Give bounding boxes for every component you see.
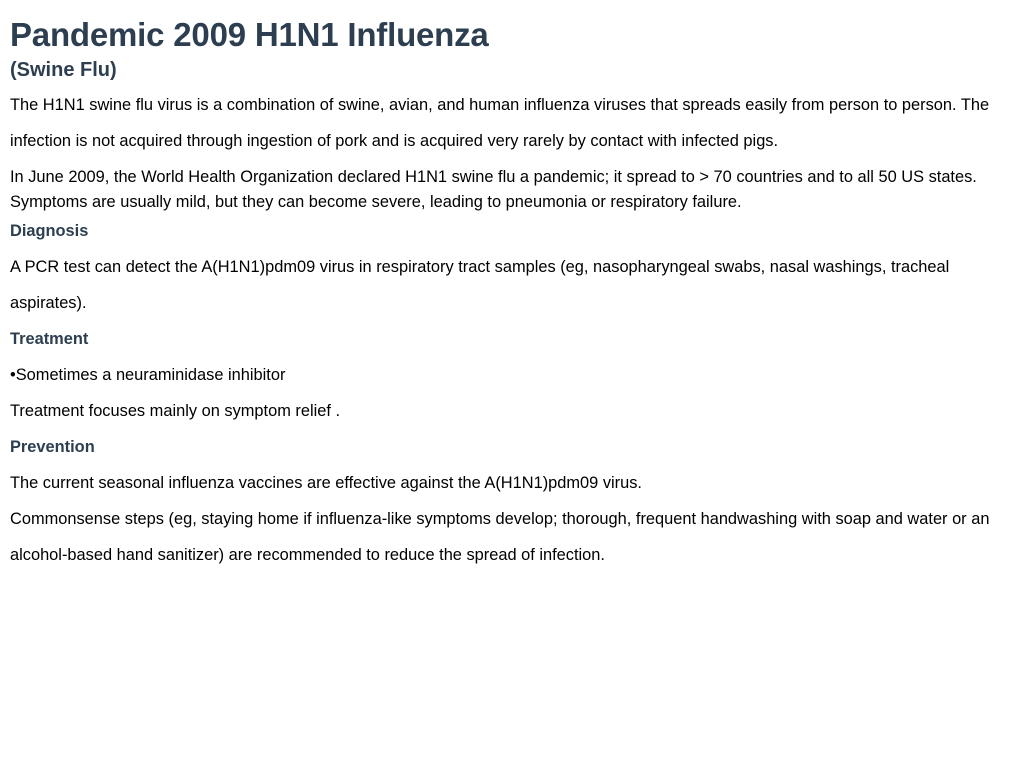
- page-title: Pandemic 2009 H1N1 Influenza: [10, 16, 489, 53]
- intro-paragraph-symptoms: Symptoms are usually mild, but they can become severe, leading to pneumonia or respiratory failure.: [10, 193, 742, 211]
- prevention-paragraph-vaccines: The current seasonal influenza vaccines are effective against the A(H1N1)pdm09 virus.: [10, 474, 642, 492]
- page-subtitle: (Swine Flu): [10, 59, 117, 81]
- diagnosis-heading: Diagnosis: [10, 222, 89, 240]
- intro-paragraph-virus: The H1N1 swine flu virus is a combination of swine, avian, and human influenza viruses that spreads easily from person to person. The infection is not acquired through ingestion of pork and is acquired very rarely by contact with infected pigs.: [10, 96, 990, 150]
- intro-paragraph-pandemic: In June 2009, the World Health Organization declared H1N1 swine flu a pandemic; it spread to > 70 countries and to all 50 US states.: [10, 168, 977, 186]
- diagnosis-paragraph: A PCR test can detect the A(H1N1)pdm09 virus in respiratory tract samples (eg, nasopharyngeal swabs, nasal washings, tracheal aspirates).: [10, 258, 950, 312]
- treatment-paragraph: Treatment focuses mainly on symptom relief .: [10, 402, 341, 420]
- prevention-paragraph-steps: Commonsense steps (eg, staying home if influenza-like symptoms develop; thorough, frequent handwashing with soap and water or an alcohol-based hand sanitizer) are recommended to reduce the spread of infection.: [10, 510, 990, 564]
- prevention-heading: Prevention: [10, 438, 95, 456]
- treatment-bullet: •Sometimes a neuraminidase inhibitor: [10, 366, 286, 384]
- treatment-heading: Treatment: [10, 330, 89, 348]
